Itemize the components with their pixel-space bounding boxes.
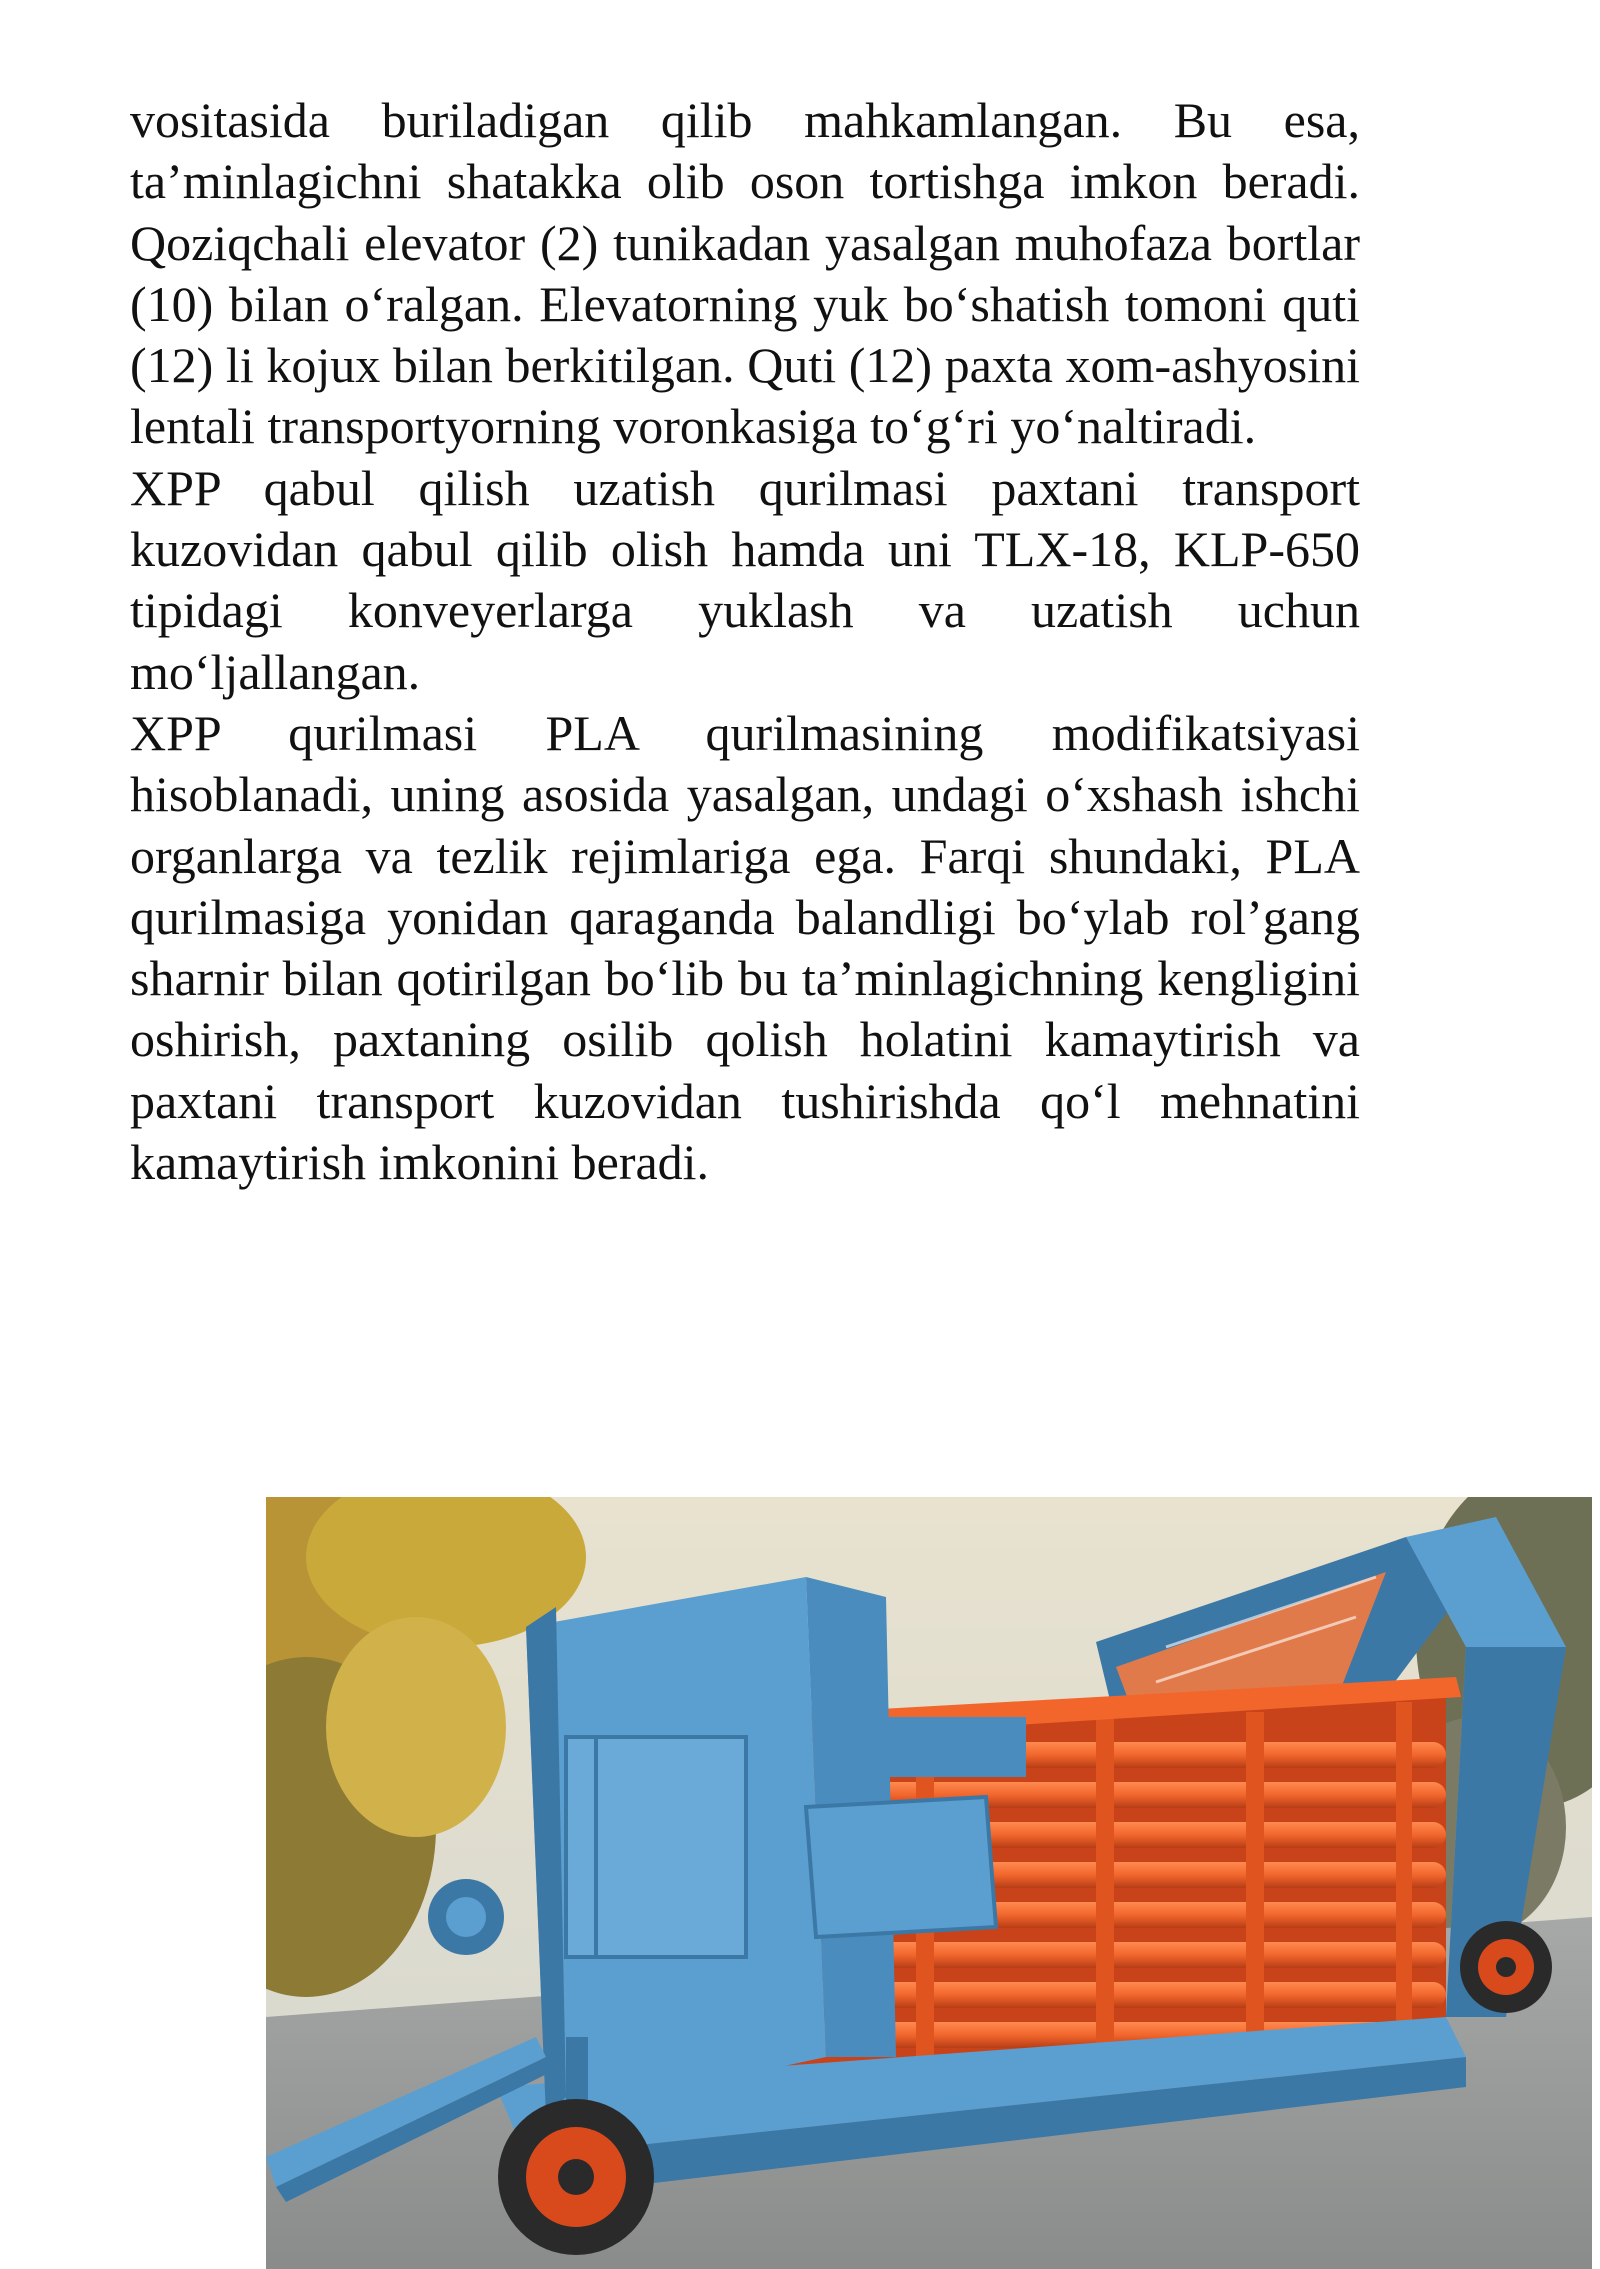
paragraph-xpp-purpose: XPP qabul qilish uzatish qurilmasi paxtani transport kuzovidan qabul qilib olish hamda uni TLX-18, KLP-650 tipidagi konveyerlarga yuklash va uzatish uchun moʻljallangan. [130, 459, 1360, 700]
paragraph-elevator-description: vositasida buriladigan qilib mahkamlangan. Bu esa, ta’minlagichni shatakka olib oson tortishga imkon beradi. Qoziqchali elevator (2) tunikadan yasalgan muhofaza bortlar (10) bilan oʻralgan. Elevatorning yuk boʻshatish tomoni quti (12) li kojux bilan berkitilgan. Quti (12) paxta xom-ashyosini lentali transportyorning voronkasiga toʻgʻri yoʻnaltiradi. [130, 92, 1360, 455]
document-body [130, 90, 1360, 1193]
machine-photo-illustration [266, 1497, 1592, 2269]
paragraph-xpp-modification: XPP qurilmasi PLA qurilmasining modifikatsiyasi hisoblanadi, uning asosida yasalgan, undagi oʻxshash ishchi organlarga va tezlik rejimlariga ega. Farqi shundaki, PLA qurilmasiga yonidan qaraganda balandligi boʻylab rol’gang sharnir bilan qotirilgan boʻlib bu ta’minlagichning kengligini oshirish, paxtaning osilib qolish holatini kamaytirish va paxtani transport kuzovidan tushirishda qoʻl mehnatini kamaytirish imkonini beradi. [130, 704, 1360, 1191]
rear-wheel [1460, 1921, 1552, 2013]
machine-photo [266, 1497, 1592, 2269]
